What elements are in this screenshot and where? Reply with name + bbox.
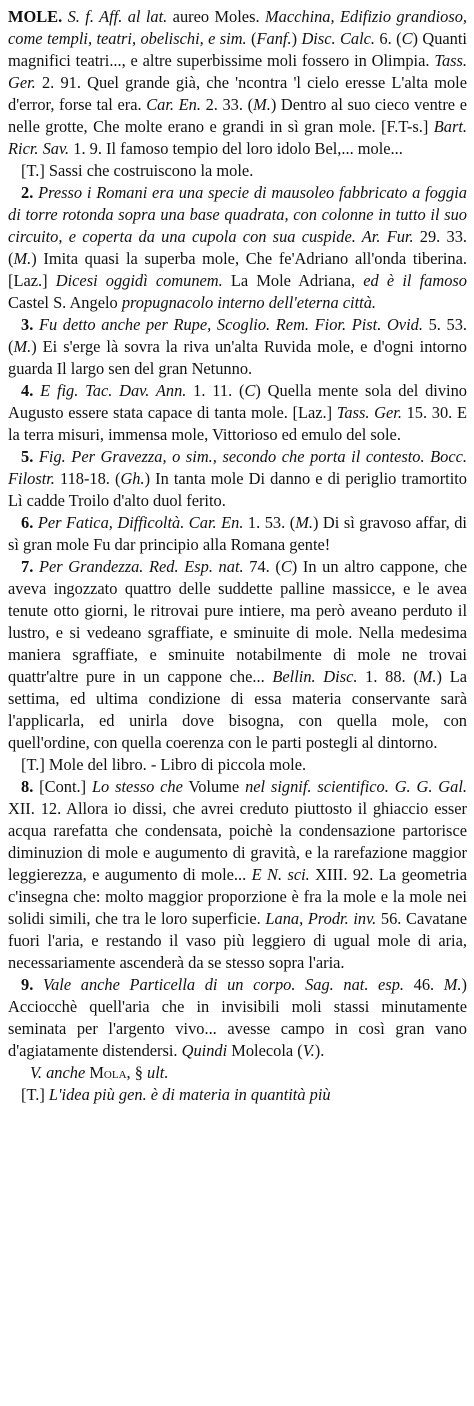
sense-number: 4.	[21, 381, 41, 400]
text-run: Molecola (	[227, 1041, 303, 1060]
italic-run: Bart. Ricr. Sav.	[8, 117, 467, 158]
italic-run: M.	[253, 95, 271, 114]
text-run: ) Dentro al suo cieco ventre e nelle grotte, Che molte erano e grandi in sì gran mole. [F.T-s.]	[8, 95, 467, 136]
italic-run: C	[401, 29, 413, 48]
sense-number: 3.	[21, 315, 39, 334]
entry-sense-2	[8, 182, 467, 314]
sense-number: 7.	[21, 557, 39, 576]
italic-run: C	[244, 381, 256, 400]
entry-note-idea	[8, 1084, 467, 1106]
italic-run: Vale anche Particella di un corpo. Sag. nat. esp.	[42, 975, 405, 994]
italic-run: Presso i Romani era una specie di mausoleo fabbricato a foggia di torre rotonda sopra una base quadrata, con colonne in tutto il suo circuito, e coperta da una cupola con sua cuspide. Ar. Fur.	[8, 183, 467, 246]
text-run: 1. 9. Il famoso tempio del loro idolo Bel,... mole...	[69, 139, 403, 158]
text-run: 56. Cavatane fuori l'aria, e restando il vaso più leggiero di ugual mole di aria, necessariamente ascenderà da se stesso sopra l'aria.	[8, 909, 467, 972]
text-run: Castel S. Angelo	[8, 293, 122, 312]
italic-run: Lo stesso che	[91, 777, 183, 796]
text-run: 2. 33. (	[200, 95, 254, 114]
sense-number: 5.	[21, 447, 39, 466]
italic-run: ed è il famoso	[363, 271, 467, 290]
italic-run: Gh.	[120, 469, 145, 488]
italic-run: Tass. Ger.	[336, 403, 402, 422]
sense-number: 8.	[21, 777, 40, 796]
italic-run: Car. En.	[146, 95, 201, 114]
entry-sense-5	[8, 446, 467, 512]
text-run: ).	[314, 1041, 325, 1060]
entry-sense-8	[8, 776, 467, 974]
italic-run: Fig. Per Gravezza, o sim., secondo che porta il contesto. Bocc. Filostr.	[8, 447, 468, 488]
text-run: 29. 33. (	[8, 227, 468, 268]
text-run: [T.] Sassi che costruiscono la mole.	[21, 161, 254, 180]
text-run: , §	[126, 1063, 148, 1082]
entry-headword-paragraph	[8, 6, 467, 160]
text-run: La Mole Adriana,	[222, 271, 364, 290]
text-run: 46.	[404, 975, 444, 994]
text-run: XIII. 92. La geometria c'insegna che: molto maggior proporzione è fra la mole e la mole nei solidi simili, che tra le loro superficie.	[8, 865, 467, 928]
entry-cross-reference	[8, 1062, 467, 1084]
text-run: 15. 30. E la terra misuri, immensa mole, Vittorioso ed emulo del sole.	[8, 403, 467, 444]
italic-run: Tass. Ger.	[8, 51, 467, 92]
text-run: (	[246, 29, 257, 48]
text-run: ) Imita quasi la superba mole, Che fe'Adriano all'onda tiberina. [Laz.]	[8, 249, 467, 290]
italic-run: M.	[418, 667, 437, 686]
italic-run: Lana, Prodr. inv.	[265, 909, 377, 928]
entry-sense-3	[8, 314, 467, 380]
italic-run: propugnacolo interno dell'eterna città.	[121, 293, 377, 312]
italic-run: E N. sci.	[251, 865, 310, 884]
italic-run: Disc. Calc.	[301, 29, 376, 48]
text-run: ) Ei s'erge là sovra la riva un'alta Ruvida mole, e d'ogni intorno guarda Il largo sen del gran Netunno.	[8, 337, 467, 378]
entry-sense-7	[8, 556, 467, 754]
text-run: [T.]	[21, 1085, 49, 1104]
italic-run: M.	[443, 975, 462, 994]
text-run: ) Acciocchè quell'aria che in invisibili moli stassi minutamente seminata per l'argento vivo... avesse campo in così gran vano d'agiatamente distendersi.	[8, 975, 467, 1060]
text-run: ) Di sì gravoso affar, di sì gran mole Fu dar principio alla Romana gente!	[8, 513, 467, 554]
sense-number: 2.	[21, 183, 39, 202]
italic-run: S. f. Aff. al lat.	[67, 7, 168, 26]
italic-run: nel signif. scientifico. G. G. Gal.	[245, 777, 467, 796]
entry-sense-4	[8, 380, 467, 446]
text-run: ) Quella mente sola del divino Augusto essere stata capace di tanta mole. [Laz.]	[8, 381, 467, 422]
italic-run: Per Grandezza. Red. Esp. nat.	[38, 557, 244, 576]
italic-run: ult.	[147, 1063, 169, 1082]
entry-note-sassi	[8, 160, 467, 182]
italic-run: Fanf.	[256, 29, 292, 48]
text-run: 118-18. (	[54, 469, 121, 488]
entry-note-libro	[8, 754, 467, 776]
sense-number: MOLE.	[8, 7, 63, 26]
italic-run: Dicesi oggidì comunem.	[55, 271, 223, 290]
italic-run: V. anche	[30, 1063, 86, 1082]
entry-sense-9	[8, 974, 467, 1062]
text-run: 1. 88. (	[357, 667, 419, 686]
italic-run: L'idea più gen. è di materia in quantità più	[48, 1085, 331, 1104]
text-run: Volume	[182, 777, 246, 796]
text-run: )	[291, 29, 302, 48]
text-run: 6. (	[375, 29, 402, 48]
italic-run: M.	[13, 337, 32, 356]
text-run: aureo Moles.	[167, 7, 265, 26]
text-run: ) La settima, ed ultima condizione di essa materia conservante sarà l'applicarla, ed unirla dove bisogna, con quella mole, con quell'ordine, con quella coerenza con le parti postegli al dintorno.	[8, 667, 467, 752]
text-run: [Cont.]	[39, 777, 92, 796]
text-run: 1. 11. (	[186, 381, 245, 400]
text-run: 1. 53. (	[243, 513, 296, 532]
italic-run: M.	[295, 513, 313, 532]
italic-run: M.	[13, 249, 32, 268]
text-run: ) In un altro cappone, che aveva ingozzato quattro delle suddette palline massicce, e le avea tenute otto giorni, le ritrovai pure intiere, ma però aveano perduto il lustro, e si vedeano sgraffiate, e sminuite di mole. Nella medesima maniera sgraffiate, e sminuite notabilmente di mole ne trovai quattr'altre pure in un cappone che...	[8, 557, 467, 686]
text-run: [T.] Mole del libro. - Libro di piccola mole.	[21, 755, 307, 774]
sense-number: 9.	[21, 975, 43, 994]
text-run: 2. 91. Quel grande già, che 'ncontra 'l cielo eresse L'alta mole d'error, forse tal era.	[8, 73, 467, 114]
entry-sense-6	[8, 512, 467, 556]
italic-run: Fu detto anche per Rupe, Scoglio. Rem. Fior. Pist. Ovid.	[38, 315, 423, 334]
text-run: 5. 53. (	[8, 315, 468, 356]
text-run: XII. 12. Allora io dissi, che avrei creduto piuttosto il ghiaccio esser acqua rarefatta che condensata, poichè la condensazione partorisce diminuzion di mole e augumento di gravità, e la rarefazione maggior leggierezza, e augumento di mole...	[8, 799, 467, 884]
text-run: ) Quanti magnifici teatri..., e altre superbissime moli fossero in Olimpia.	[8, 29, 467, 70]
italic-run: Macchina, Edifizio grandioso, come templi, teatri, obelischi, e sim.	[8, 7, 467, 48]
italic-run: C	[280, 557, 292, 576]
italic-run: E fig. Tac. Dav. Ann.	[40, 381, 187, 400]
italic-run: Bellin. Disc.	[272, 667, 358, 686]
sense-number: 6.	[21, 513, 38, 532]
text-run: ) In tanta mole Di danno e di periglio tramortito Lì cadde Troilo d'alto duol ferito.	[8, 469, 468, 510]
italic-run: Quindi	[181, 1041, 228, 1060]
italic-run: V.	[302, 1041, 315, 1060]
small-caps-run: Mola	[89, 1063, 127, 1082]
text-run: 74. (	[243, 557, 281, 576]
dictionary-entry-mole	[8, 6, 467, 1106]
italic-run: Per Fatica, Difficoltà. Car. En.	[37, 513, 244, 532]
